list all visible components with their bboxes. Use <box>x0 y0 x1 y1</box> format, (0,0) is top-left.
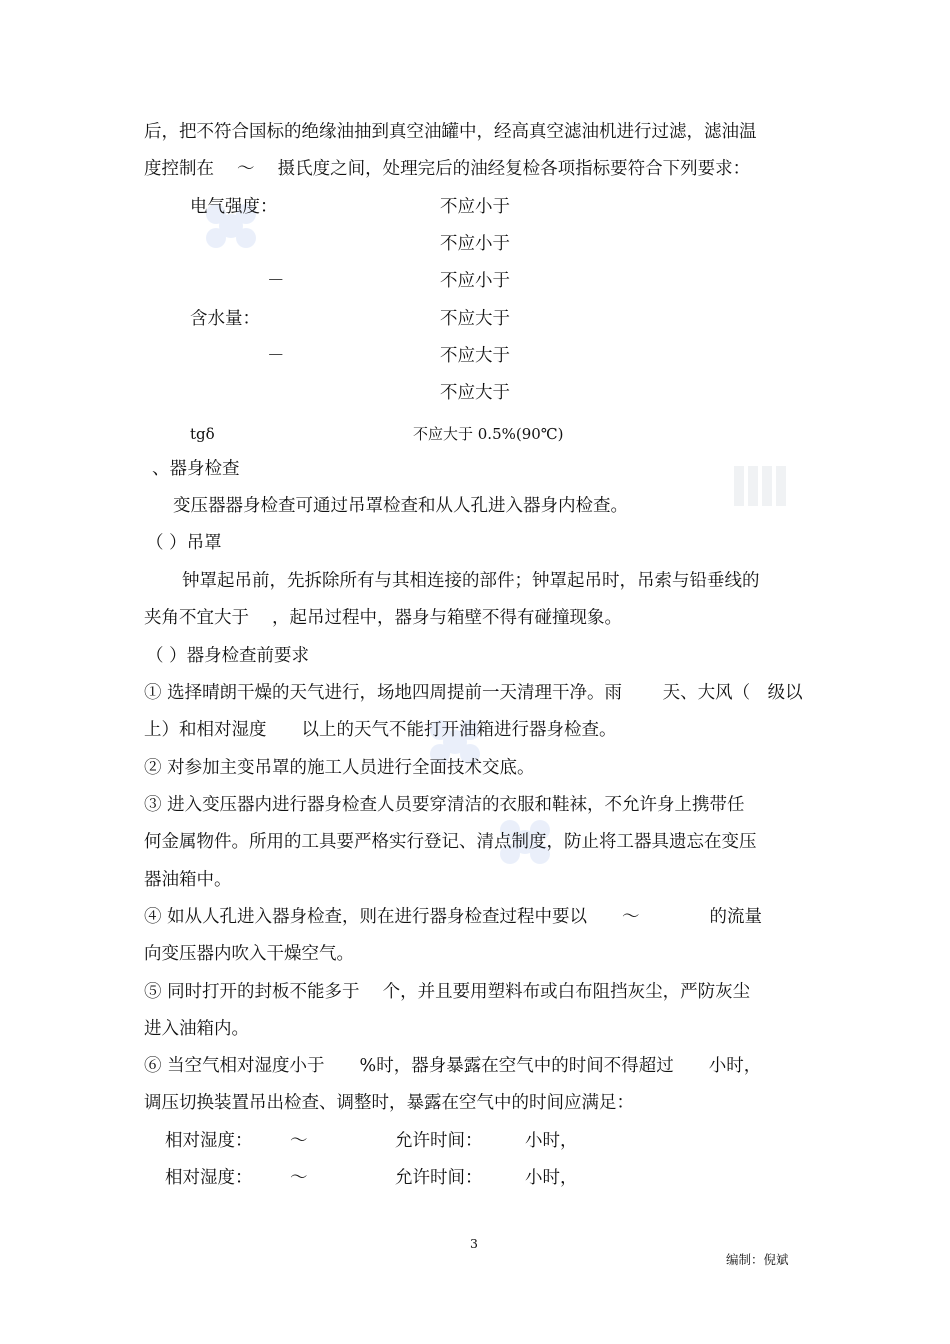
list-item-line: ① 选择晴朗干燥的天气进行，场地四周提前一天清理干净。雨 天、大风（ 级以 <box>144 683 803 703</box>
editor-credit: 编制：倪斌 <box>726 1252 789 1267</box>
subsection-heading: （ ）器身检查前要求 <box>146 646 310 666</box>
subsection-heading: （ ）吊罩 <box>146 533 222 553</box>
watermark-columns-icon <box>732 460 788 508</box>
spec-value: 不应小于 <box>440 234 510 254</box>
list-item-line: 调压切换装置吊出检查、调整时，暴露在空气中的时间应满足： <box>144 1093 634 1113</box>
allowed-time-label: 允许时间： <box>395 1168 483 1188</box>
list-item-line: 器油箱中。 <box>144 870 232 890</box>
spec-value: 不应小于 <box>440 197 510 217</box>
spec-value: 不应大于 <box>440 346 510 366</box>
paragraph-line: 度控制在 ～ 摄氏度之间，处理完后的油经复检各项指标要符合下列要求： <box>144 159 751 179</box>
list-item-line: ⑤ 同时打开的封板不能多于 个，并且要用塑料布或白布阻挡灰尘，严防灰尘 <box>144 982 751 1002</box>
spec-dash: － <box>267 271 285 291</box>
spec-value: 不应大于 <box>440 309 510 329</box>
spec-value: 不应大于 <box>440 383 510 403</box>
list-item-line: 进入油箱内。 <box>144 1019 249 1039</box>
spec-value-tg-delta: 不应大于 0.5%(90℃) <box>413 425 564 443</box>
section-heading: 、器身检查 <box>152 459 240 479</box>
hours-label: 小时， <box>525 1131 578 1151</box>
list-item-line: ⑥ 当空气相对湿度小于 %时，器身暴露在空气中的时间不得超过 小时， <box>144 1056 762 1076</box>
spec-dash: － <box>267 346 285 366</box>
spec-value: 不应小于 <box>440 271 510 291</box>
humidity-tilde: ～ <box>290 1168 308 1188</box>
list-item-line: ④ 如从人孔进入器身检查，则在进行器身检查过程中要以 ～ 的流量 <box>144 907 763 927</box>
list-item-line: 何金属物件。所用的工具要严格实行登记、清点制度，防止将工器具遗忘在变压 <box>144 832 757 852</box>
allowed-time-label: 允许时间： <box>395 1131 483 1151</box>
list-item-line: ② 对参加主变吊罩的施工人员进行全面技术交底。 <box>144 758 535 778</box>
paragraph-line: 钟罩起吊前，先拆除所有与其相连接的部件；钟罩起吊时，吊索与铅垂线的 <box>182 571 760 591</box>
page-number: 3 <box>470 1236 478 1251</box>
paragraph-line: 后，把不符合国标的绝缘油抽到真空油罐中，经高真空滤油机进行过滤，滤油温 <box>144 122 757 142</box>
humidity-label: 相对湿度： <box>165 1168 253 1188</box>
paragraph-line: 变压器器身检查可通过吊罩检查和从人孔进入器身内检查。 <box>173 496 628 516</box>
list-item-line: ③ 进入变压器内进行器身检查人员要穿清洁的衣服和鞋袜，不允许身上携带任 <box>144 795 745 815</box>
paragraph-line: 夹角不宜大于 ，起吊过程中，器身与箱壁不得有碰撞现象。 <box>144 608 623 628</box>
hours-label: 小时， <box>525 1168 578 1188</box>
list-item-line: 向变压器内吹入干燥空气。 <box>144 944 354 964</box>
spec-label-water-content: 含水量： <box>190 309 260 329</box>
spec-label-electric-strength: 电气强度： <box>190 197 278 217</box>
humidity-tilde: ～ <box>290 1131 308 1151</box>
list-item-line: 上）和相对湿度 以上的天气不能打开油箱进行器身检查。 <box>144 720 617 740</box>
humidity-label: 相对湿度： <box>165 1131 253 1151</box>
spec-label-tg-delta: tgδ <box>190 425 215 443</box>
